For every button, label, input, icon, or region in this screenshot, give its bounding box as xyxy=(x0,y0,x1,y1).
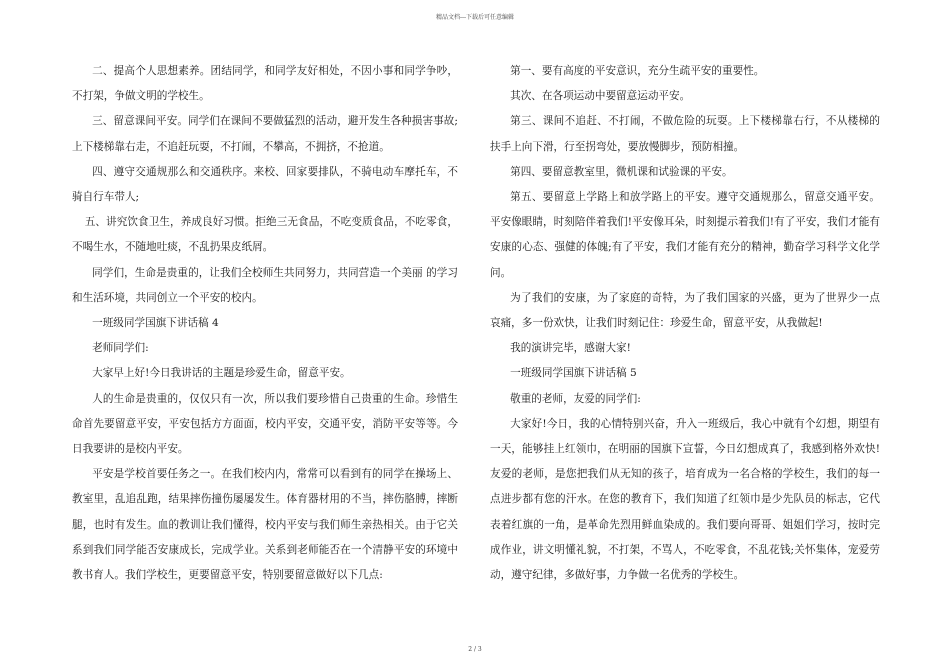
paragraph: 第一、要有高度的平安意识，充分生疏平安的重要性。 xyxy=(510,65,765,77)
right-column xyxy=(490,59,880,588)
paragraph: 同学们，生命是贵重的，让我们全校师生共同努力，共同营造一个美丽 的学习和生活环境，共同创立一个平安的校内。 xyxy=(72,266,458,304)
salutation: 敬重的老师，友爱的同学们: xyxy=(510,392,641,405)
paragraph: 二、提高个人思想素养。团结同学，和同学友好相处，不因小事和同学争吵，不打架，争做文明的学校生。 xyxy=(72,65,458,103)
paragraph: 平安是学校首要任务之一。在我们校内内，常常可以看到有的同学在操场上、教室里，乱追乱跑，结果摔伤撞伤屡屡发生。体育器材用的不当，摔伤胳膊，摔断腿，也时有发生。血的教训让我们懂得，校内平安与我们师生亲热相关。由于它关系到我们同学能否安康成长，完成学业。关系到老师能否在一个清静平安的环境中教书育人。我们学校生，更要留意平安，特别要留意做好以下几点: xyxy=(72,468,458,582)
page-number: 2 / 3 xyxy=(468,646,482,653)
paragraph: 大家早上好!今日我讲话的主题是珍爱生命，留意平安。 xyxy=(92,367,351,380)
paragraph: 第三、课间不追赶、不打闹，不做危险的玩耍。上下楼梯靠右行，不从楼梯的扶手上向下滑，行至拐弯处，要放慢脚步，预防相撞。 xyxy=(490,115,880,153)
left-column xyxy=(72,59,458,588)
paragraph: 其次、在各项运动中要留意运动平安。 xyxy=(510,90,691,103)
paragraph: 四、遵守交通规那么和交通秩序。来校、回家要排队，不骑电动车摩托车，不骑自行车带人; xyxy=(72,165,458,204)
paragraph: 人的生命是贵重的，仅仅只有一次，所以我们要珍惜自己贵重的生命。珍惜生命首先要留意平安，平安包括方方面面，校内平安，交通平安，消防平安等等。今日我要讲的是校内平安。 xyxy=(72,392,458,456)
paragraph: 五、讲究饮食卫生，养成良好习惯。拒绝三无食品，不吃变质食品，不吃零食，不喝生水，不随地吐痰，不乱扔果皮纸屑。 xyxy=(72,216,458,254)
paragraph: 三、留意课间平安。同学们在课间不要做猛烈的活动，避开发生各种损害事故;上下楼梯靠右走，不追赶玩耍，不打闹，不攀高，不拥挤，不抢道。 xyxy=(72,115,458,153)
section-title: 一班级同学国旗下讲话稿 4 xyxy=(92,317,219,330)
paragraph: 大家好!今日，我的心情特别兴奋，升入一班级后，我心中就有个幻想，期望有一天，能够挂上红领巾，在明丽的国旗下宣誓，今日幻想成真了，我感到格外欢快!友爱的老师，是您把我们从无知的孩子，培育成为一名合格的学校生，我们的每一点进步都有您的汗水。在您的教育下，我们知道了红领巾是少先队员的标志，它代表着红旗的一角，是革命先烈用鲜血染成的。我们要向哥哥、姐姐们学习，按时完成作业，讲文明懂礼貌，不打架，不骂人，不吃零食，不乱花钱;关怀集体，宠爱劳动，遵守纪律，多做好事，力争做一名优秀的学校生。 xyxy=(490,417,880,582)
page-header: 精品文档---下载后可任意编辑 xyxy=(435,14,515,21)
paragraph: 第四、要留意教室里，微机课和试验课的平安。 xyxy=(510,165,733,178)
paragraph: 为了我们的安康，为了家庭的奇特，为了我们国家的兴盛，更为了世界少一点哀痛，多一份欢快，让我们时刻记住：珍爱生命，留意平安，从我做起! xyxy=(490,291,880,330)
salutation: 老师同学们: xyxy=(92,342,149,355)
paragraph: 我的演讲完毕，感谢大家! xyxy=(510,342,631,355)
section-title: 一班级同学国旗下讲话稿 5 xyxy=(510,367,637,380)
paragraph: 第五、要留意上学路上和放学路上的平安。遵守交通规那么，留意交通平安。平安像眼睛，时刻陪伴着我们!平安像耳朵，时刻提示着我们!有了平安，我们才能有安康的心态、强健的体魄;有了平安，我们才能有充分的精神，勤奋学习科学文化学问。 xyxy=(490,191,880,279)
